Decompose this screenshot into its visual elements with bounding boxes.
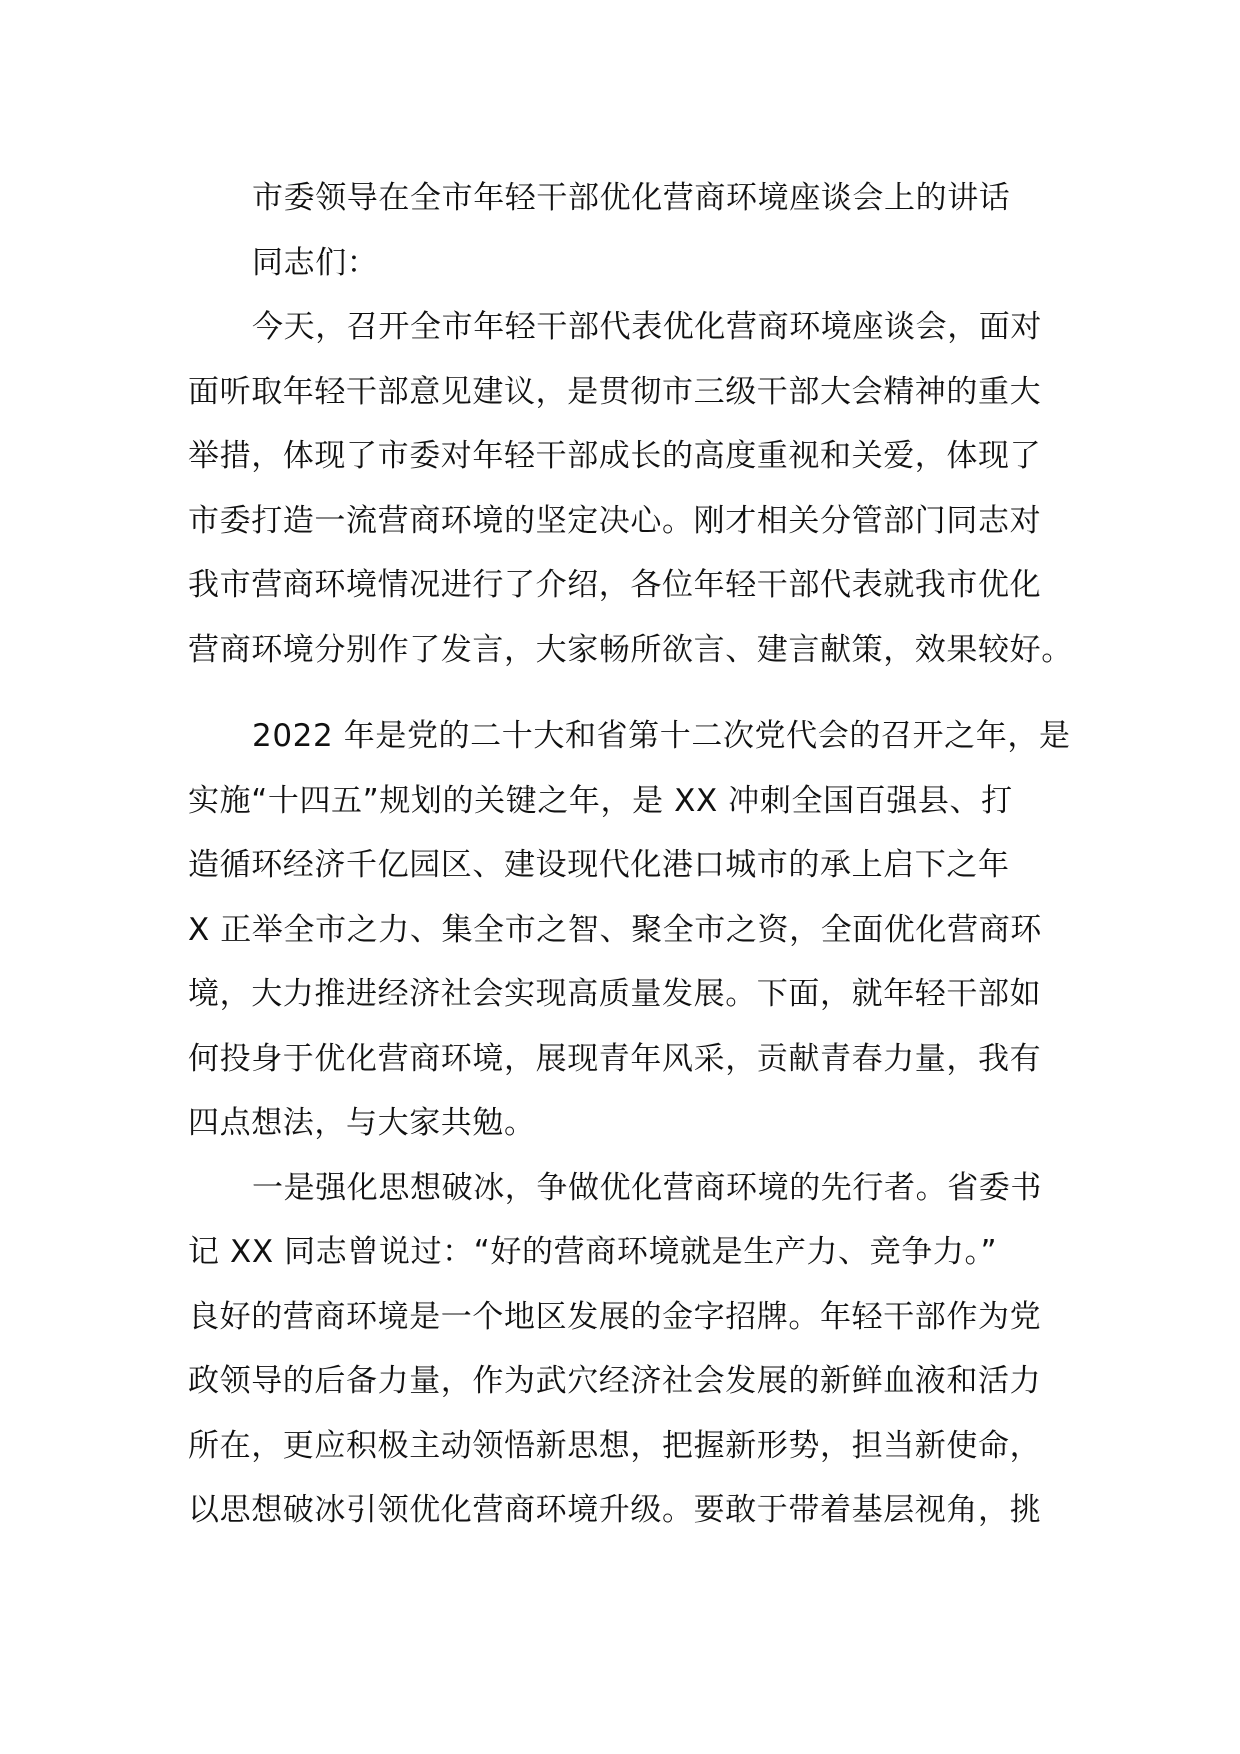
paragraph-line: 2022 年是党的二十大和省第十二次党代会的召开之年，是 [252,718,1071,754]
paragraph-line: 造循环经济千亿园区、建设现代化港口城市的承上启下之年 [188,847,1010,883]
paragraph-1 [188,295,1073,682]
paragraph-line: 何投身于优化营商环境，展现青年风采，贡献青春力量，我有 [188,1040,1042,1077]
paragraph-line: 境，大力推进经济社会实现高质量发展。下面，就年轻干部如 [188,976,1042,1012]
paragraph-line: X 正举全市之力、集全市之智、聚全市之资，全面优化营商环 [188,911,1042,948]
paragraph-line: 实施“十四五”规划的关键之年，是 XX 冲刺全国百强县、打 [188,782,1013,819]
paragraph-2 [188,704,1071,1156]
paragraph-line: 面听取年轻干部意见建议，是贯彻市三级干部大会精神的重大 [188,373,1042,410]
paragraph-line: 营商环境分别作了发言，大家畅所欲言、建言献策，效果较好。 [188,631,1073,668]
paragraph-line: 四点想法，与大家共勉。 [188,1105,536,1141]
document-body [188,166,1073,1543]
paragraph-line: 我市营商环境情况进行了介绍，各位年轻干部代表就我市优化 [188,567,1042,603]
paragraph-line: 一是强化思想破冰，争做优化营商环境的先行者。省委书 [252,1169,1042,1206]
paragraph-line: 市委打造一流营商环境的坚定决心。刚才相关分管部门同志对 [188,502,1042,539]
paragraph-line: 举措，体现了市委对年轻干部成长的高度重视和关爱，体现了 [188,438,1042,474]
paragraph-3 [188,1156,1068,1543]
document-title: 市委领导在全市年轻干部优化营商环境座谈会上的讲话 [252,180,1011,216]
paragraph-line: 所在，更应积极主动领悟新思想，把握新形势，担当新使命， [188,1427,1042,1464]
paragraph-line: 以思想破冰引领优化营商环境升级。要敢于带着基层视角，挑 [188,1492,1042,1528]
paragraph-line: 记 XX 同志曾说过：“好的营商环境就是生产力、竞争力。” [188,1234,998,1270]
salutation: 同志们： [252,244,379,281]
paragraph-line: 今天，召开全市年轻干部代表优化营商环境座谈会，面对 [252,309,1042,345]
paragraph-line: 良好的营商环境是一个地区发展的金字招牌。年轻干部作为党 [188,1298,1042,1335]
paragraph-line: 政领导的后备力量，作为武穴经济社会发展的新鲜血液和活力 [188,1363,1042,1399]
